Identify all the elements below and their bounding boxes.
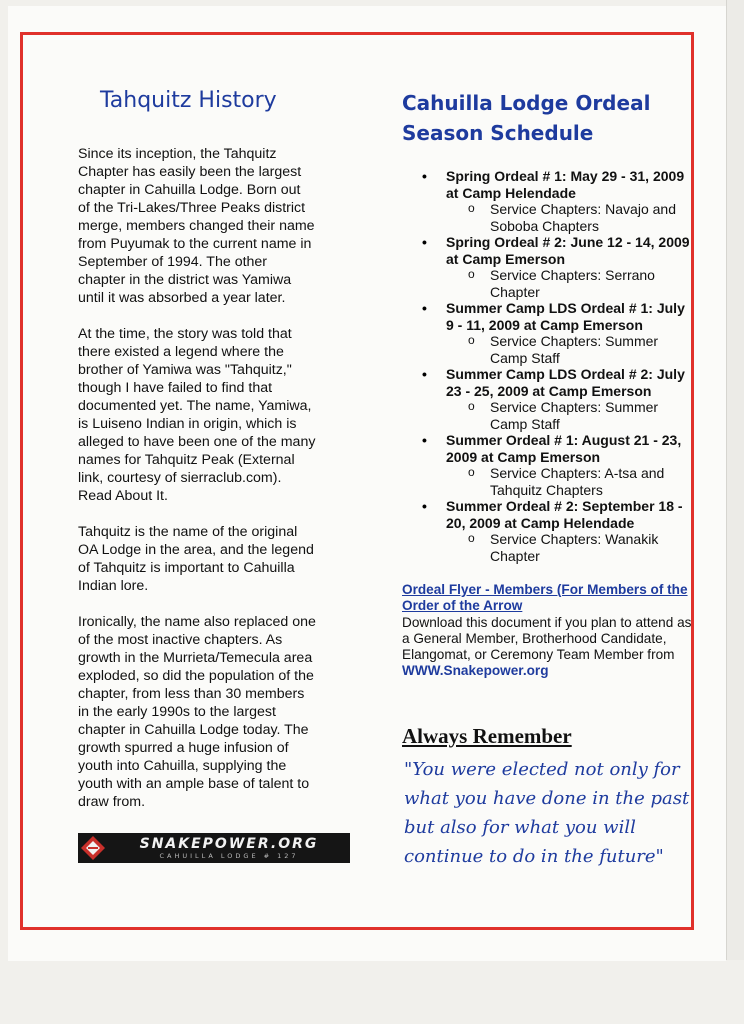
ordeal-title: • Summer Ordeal # 2: September 18 - 20, 2009 at Camp Helendade: [446, 498, 683, 531]
ordeal-item: [402, 168, 692, 234]
always-remember-heading: Always Remember: [402, 723, 572, 748]
schedule-title-line1: Cahuilla Lodge Ordeal: [402, 91, 651, 115]
schedule-title-line2: Season Schedule: [402, 121, 594, 145]
flyer-section: [402, 582, 692, 680]
history-paragraph: Ironically, the name also replaced one of the most inactive chapters. As growth in the Murrieta/Temecula area exploded, so did the population of the chapter, from less than 30 members in the early 1990s to the largest chapter in Cahuilla Lodge today. The growth spurred a huge infusion of youth into Cahuilla, supplying the youth with an ample base of talent to draw from.: [78, 614, 316, 810]
ordeal-title: • Spring Ordeal # 1: May 29 - 31, 2009 at Camp Helendade: [446, 168, 685, 201]
history-column: [78, 88, 316, 829]
lodge-logo-icon: [78, 833, 108, 863]
flyer-description: [402, 615, 692, 680]
banner-text: [108, 837, 350, 860]
history-paragraph: At the time, the story was told that there existed a legend where the brother of Yamiwa was "Tahquitz," though I have failed to find that documented yet. The name, Yamiwa, is Luiseno Indian in origin, which is alleged to have been one of the many names for Tahquitz Peak (External link, courtesy of sierraclub.com). Read About It.: [78, 326, 316, 504]
remember-quote: "You were elected not only for what you have done in the past but also for what you will continue to do in the future": [404, 758, 690, 867]
service-chapters: o Service Chapters: Wanakik Chapter: [446, 531, 692, 564]
ordeal-title: • Summer Camp LDS Ordeal # 2: July 23 - 25, 2009 at Camp Emerson: [446, 366, 685, 399]
snakepower-link[interactable]: WWW.Snakepower.org: [402, 663, 549, 679]
service-chapters: o Service Chapters: Summer Camp Staff: [446, 333, 692, 366]
history-paragraph: Tahquitz is the name of the original OA Lodge in the area, and the legend of Tahquitz is important to Cahuilla Indian lore.: [78, 524, 314, 594]
ordeal-item: [402, 234, 692, 300]
ordeal-item: [402, 366, 692, 432]
ordeal-item: [402, 300, 692, 366]
schedule-title: [402, 88, 692, 148]
ordeal-item: [402, 498, 692, 564]
history-paragraph: Since its inception, the Tahquitz Chapter has easily been the largest chapter in Cahuilla Lodge. Born out of the Tri-Lakes/Three Peaks district merge, members changed their name from Puyumak to the current name in September of 1994. The other chapter in the district was Yamiwa until it was absorbed a year later.: [78, 146, 315, 306]
history-body: [78, 145, 316, 811]
service-chapters: o Service Chapters: Summer Camp Staff: [446, 399, 692, 432]
service-chapters: o Service Chapters: A-tsa and Tahquitz Chapters: [446, 465, 692, 498]
snakepower-banner[interactable]: [78, 833, 350, 863]
ordeal-title: • Summer Camp LDS Ordeal # 1: July 9 - 11, 2009 at Camp Emerson: [446, 300, 685, 333]
schedule-column: [402, 88, 692, 871]
ordeal-title: • Spring Ordeal # 2: June 12 - 14, 2009 at Camp Emerson: [446, 234, 690, 267]
ordeal-flyer-link[interactable]: Ordeal Flyer - Members (For Members of the Order of the Arrow: [402, 582, 688, 614]
flyer-description-text: Download this document if you plan to attend as a General Member, Brotherhood Candidate, Elangomat, or Ceremony Team Member from: [402, 614, 692, 663]
ordeal-title: • Summer Ordeal # 1: August 21 - 23, 2009 at Camp Emerson: [446, 432, 682, 465]
banner-main-text: SNAKEPOWER.ORG: [139, 835, 319, 852]
history-title: Tahquitz History: [100, 88, 277, 113]
ordeal-list: [402, 168, 692, 564]
service-chapters: o Service Chapters: Serrano Chapter: [446, 267, 692, 300]
banner-sub-text: CAHUILLA LODGE # 127: [159, 851, 299, 860]
service-chapters: o Service Chapters: Navajo and Soboba Chapters: [446, 201, 692, 234]
ordeal-item: [402, 432, 692, 498]
page-edge: [726, 0, 744, 960]
